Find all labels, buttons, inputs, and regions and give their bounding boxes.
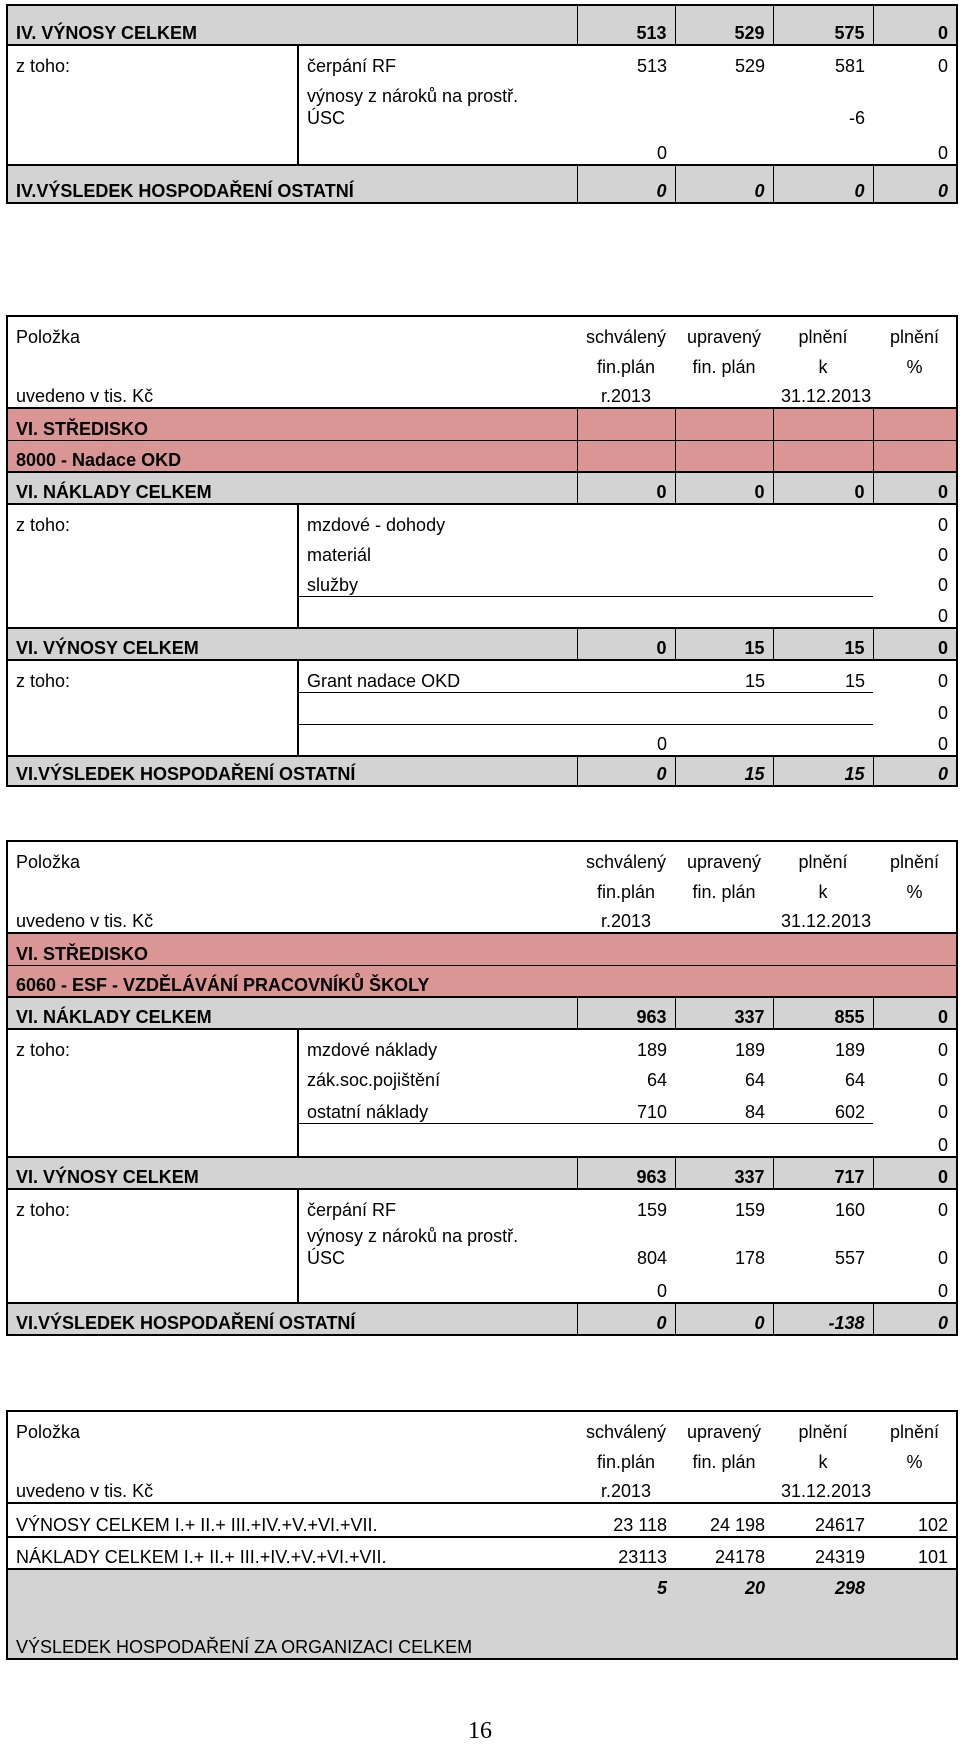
table-row [7,566,957,596]
table-row [7,1189,957,1221]
row-label: NÁKLADY CELKEM I.+ II.+ III.+IV.+V.+VI.+VII. [7,1537,577,1569]
header-col1: fin.plán [596,357,656,377]
table-row [7,45,957,77]
value-plneni: 24319 [773,1537,873,1569]
row-item-line2: ÚSC [307,1248,346,1268]
value-upraveny: 0 [675,472,773,504]
header-uvedeno: uvedeno v tis. Kč [7,903,577,933]
value-plneni-pct: 0 [873,5,957,45]
summary-vysledek-row [7,1607,957,1659]
value-plneni: 15 [773,660,873,692]
row-label: VI. VÝNOSY CELKEM [7,628,577,660]
value-schvaleny [577,660,675,692]
value-plneni-pct: 0 [873,566,957,596]
value-schvaleny: 64 [646,1070,668,1090]
row-label [7,566,298,596]
row-item [298,1221,577,1269]
header-polozka: Položka [7,841,577,873]
row-item: zák.soc.pojištění [298,1061,577,1091]
value-schvaleny: 189 [577,1029,675,1061]
value-plneni [773,724,873,756]
value-schvaleny: 0 [577,756,675,786]
row-label: z toho: [7,45,298,77]
header-col4 [873,1473,957,1503]
value-plneni: 581 [773,45,873,77]
row-label [7,77,298,129]
value-plneni [773,692,873,724]
row-label [7,1269,298,1303]
value-upraveny: 15 [675,660,773,692]
value-plneni-pct: 0 [873,628,957,660]
header-col2: upravený [675,1411,773,1443]
value-plneni-pct: 0 [873,1189,957,1221]
value-upraveny: 159 [675,1189,773,1221]
value-plneni: 298 [773,1569,873,1607]
value-upraveny [675,129,773,165]
stredisko-name-row [7,965,957,997]
value-upraveny: 337 [675,997,773,1029]
value-plneni-pct: 0 [873,1269,957,1303]
header-col2: fin. plán [692,882,756,902]
value-plneni: 64 [844,1070,866,1090]
header-col3: plnění [773,316,873,348]
table-row [7,129,957,165]
value-plneni: -6 [848,108,865,128]
value-plneni-pct: 0 [873,536,957,566]
header-col4 [873,903,957,933]
header-row-3 [7,903,957,933]
row-item [298,596,577,628]
table-row [7,77,957,129]
header-col2 [675,378,773,408]
summary-naklady-row [7,1537,957,1569]
stredisko-label: VI. STŘEDISKO [7,408,577,440]
row-item [298,724,577,756]
header-col3: plnění [773,841,873,873]
row-label [7,692,298,724]
value-schvaleny: 5 [577,1569,675,1607]
value-plneni: 717 [773,1157,873,1189]
value-schvaleny: 513 [577,45,675,77]
header-row-2 [7,873,957,903]
row-item-line2: ÚSC [307,108,346,128]
value-plneni: 557 [834,1248,866,1268]
row-item [298,129,577,165]
header-col3: 31.12.2013 [781,911,872,931]
row-label: VI. NÁKLADY CELKEM [7,472,577,504]
value-schvaleny: 0 [577,724,675,756]
row-label [7,129,298,165]
section-vi-okd-table [6,315,958,787]
header-polozka: Položka [7,316,577,348]
row-item: čerpání RF [298,1189,577,1221]
value-upraveny: 189 [675,1029,773,1061]
value-plneni-pct [873,1569,957,1607]
row-label: z toho: [7,1189,298,1221]
row-item: služby [298,566,577,596]
header-row-2 [7,1443,957,1473]
row-label [7,536,298,566]
value-schvaleny [577,77,675,129]
header-col3: k [818,357,828,377]
header-col1: r.2013 [600,1481,652,1501]
value-plneni-pct: 0 [873,997,957,1029]
row-label: z toho: [7,504,298,536]
value-plneni: -138 [773,1303,873,1335]
value-schvaleny: 0 [656,143,667,163]
value-upraveny: 64 [744,1070,766,1090]
table-row [7,1029,957,1061]
stredisko-name-row [7,440,957,472]
row-label: VÝSLEDEK HOSPODAŘENÍ ZA ORGANIZACI CELKEM [7,1607,577,1659]
header-col4: % [873,873,957,903]
row-item: čerpání RF [298,45,577,77]
value-upraveny: 178 [734,1248,766,1268]
row-label: VI.VÝSLEDEK HOSPODAŘENÍ OSTATNÍ [7,756,577,786]
value-plneni: 15 [773,628,873,660]
value-plneni-pct: 0 [873,129,957,165]
summary-vynosy-row [7,1503,957,1537]
table-row [7,1269,957,1303]
value-plneni: 0 [773,472,873,504]
value-plneni [773,129,873,165]
stredisko-row [7,408,957,440]
value-plneni-pct: 0 [873,1029,957,1061]
value-schvaleny: 0 [577,472,675,504]
row-item: materiál [298,536,577,566]
value-plneni-pct: 102 [873,1503,957,1537]
value-plneni-pct: 0 [873,1303,957,1335]
header-col3: plnění [773,1411,873,1443]
value-schvaleny: 159 [577,1189,675,1221]
row-item [298,1123,577,1157]
header-col2: fin. plán [692,1452,756,1472]
value-upraveny: 15 [675,756,773,786]
value-plneni-pct: 101 [873,1537,957,1569]
value-schvaleny: 963 [577,1157,675,1189]
value-upraveny: 0 [675,165,773,203]
header-col2: upravený [675,316,773,348]
value-plneni-pct: 0 [873,1123,957,1157]
row-item [298,1269,577,1303]
header-col4: plnění [873,841,957,873]
value-schvaleny: 513 [577,5,675,45]
value-schvaleny: 0 [577,165,675,203]
header-col3: k [818,1452,828,1472]
table-row [7,504,957,536]
header-col2: upravený [675,841,773,873]
row-item [298,77,577,129]
header-uvedeno: uvedeno v tis. Kč [7,378,577,408]
value-plneni-pct: 0 [873,724,957,756]
header-col1: schválený [577,316,675,348]
row-label: z toho: [7,660,298,692]
stredisko-name: 6060 - ESF - VZDĚLÁVÁNÍ PRACOVNÍKŮ ŠKOLY [7,965,957,997]
header-row-2 [7,348,957,378]
row-item-line1: výnosy z nároků na prostř. [307,1226,519,1246]
value-plneni-pct: 0 [873,756,957,786]
header-polozka: Položka [7,1411,577,1443]
row-label: VI. VÝNOSY CELKEM [7,1157,577,1189]
value-plneni-pct: 0 [873,1091,957,1123]
vynosy-celkem-row [7,628,957,660]
row-item: mzdové - dohody [298,504,577,536]
value-upraveny [675,692,773,724]
value-plneni-pct: 0 [873,165,957,203]
stredisko-label: VI. STŘEDISKO [7,933,577,965]
vysledek-row [7,1303,957,1335]
row-label: VI.VÝSLEDEK HOSPODAŘENÍ OSTATNÍ [7,1303,577,1335]
header-col2 [675,1473,773,1503]
value-schvaleny: 23113 [577,1537,675,1569]
value-plneni-pct [873,77,957,129]
header-col4: plnění [873,1411,957,1443]
table-row [7,724,957,756]
value-plneni-pct: 0 [873,596,957,628]
header-col1: fin.plán [596,1452,656,1472]
page-number: 16 [468,1718,492,1744]
header-row-1 [7,316,957,348]
section-iv-table [6,4,958,204]
value-schvaleny: 963 [577,997,675,1029]
vynosy-celkem-row [7,1157,957,1189]
value-plneni: 602 [834,1101,866,1122]
row-label [7,596,298,628]
value-upraveny: 0 [675,1303,773,1335]
header-col3: k [818,882,828,902]
value-plneni-pct: 0 [873,1061,957,1091]
row-label: IV. VÝNOSY CELKEM [7,5,577,45]
naklady-celkem-row [7,997,957,1029]
header-col1: r.2013 [600,386,652,406]
header-col1: r.2013 [600,911,652,931]
value-upraveny: 15 [675,628,773,660]
row-label [7,724,298,756]
value-schvaleny: 23 118 [577,1503,675,1537]
value-plneni: 24617 [773,1503,873,1537]
header-col1: schválený [577,1411,675,1443]
value-plneni: 15 [773,756,873,786]
value-upraveny: 24178 [675,1537,773,1569]
header-row-3 [7,378,957,408]
value-upraveny: 24 198 [675,1503,773,1537]
value-plneni: 189 [773,1029,873,1061]
header-col3: 31.12.2013 [781,386,872,406]
header-col4 [873,378,957,408]
iv-vysledek-row [7,165,957,203]
header-col2: fin. plán [692,357,756,377]
value-plneni-pct: 0 [873,692,957,724]
section-vi-esf-table [6,840,958,1336]
row-item [298,692,577,724]
value-plneni: 0 [773,165,873,203]
value-upraveny: 84 [744,1101,766,1122]
header-col1: schválený [577,841,675,873]
value-plneni-pct: 0 [873,504,957,536]
header-col4: plnění [873,316,957,348]
value-schvaleny [577,692,675,724]
table-row [7,1091,957,1123]
header-row-1 [7,1411,957,1443]
table-row [7,660,957,692]
row-label: z toho: [7,1029,298,1061]
row-label [7,1091,298,1123]
row-item-line1: výnosy z nároků na prostř. [307,86,519,106]
value-plneni-pct: 0 [873,472,957,504]
table-row [7,692,957,724]
row-label [7,1221,298,1269]
header-col4: % [873,1443,957,1473]
iv-vynosy-celkem-row [7,5,957,45]
value-schvaleny: 0 [657,1281,668,1301]
stredisko-row [7,933,957,965]
table-row [7,536,957,566]
value-upraveny: 529 [675,45,773,77]
value-plneni: 575 [773,5,873,45]
row-label: VÝNOSY CELKEM I.+ II.+ III.+IV.+V.+VI.+VII. [7,1503,577,1537]
value-schvaleny: 0 [577,1303,675,1335]
value-plneni: 160 [773,1189,873,1221]
value-schvaleny: 804 [636,1248,668,1268]
value-plneni: 855 [773,997,873,1029]
row-label [7,1061,298,1091]
value-upraveny [675,77,773,129]
value-plneni [773,1269,873,1303]
row-item: Grant nadace OKD [298,660,577,692]
summary-table [6,1410,958,1660]
summary-gap-row [7,1569,957,1607]
table-row [7,1061,957,1091]
header-row-1 [7,841,957,873]
value-plneni-pct: 0 [873,45,957,77]
stredisko-name: 8000 - Nadace OKD [7,440,577,472]
value-schvaleny: 710 [636,1101,668,1122]
vysledek-row [7,756,957,786]
header-row-3 [7,1473,957,1503]
row-label: VI. NÁKLADY CELKEM [7,997,577,1029]
header-col2 [675,903,773,933]
header-col3: 31.12.2013 [781,1481,872,1501]
value-plneni-pct: 0 [873,660,957,692]
value-upraveny [675,1269,773,1303]
value-plneni-pct: 0 [873,1157,957,1189]
row-item: ostatní náklady [298,1091,577,1123]
header-uvedeno: uvedeno v tis. Kč [7,1473,577,1503]
table-row [7,596,957,628]
value-upraveny: 337 [675,1157,773,1189]
naklady-celkem-row [7,472,957,504]
row-label [7,1123,298,1157]
value-plneni-pct: 0 [873,1221,957,1269]
header-col1: fin.plán [596,882,656,902]
row-label: IV.VÝSLEDEK HOSPODAŘENÍ OSTATNÍ [7,165,577,203]
table-row [7,1221,957,1269]
value-upraveny: 529 [675,5,773,45]
value-schvaleny: 0 [577,628,675,660]
value-upraveny [675,724,773,756]
row-item: mzdové náklady [298,1029,577,1061]
value-upraveny: 20 [675,1569,773,1607]
header-col4: % [873,348,957,378]
table-row [7,1123,957,1157]
